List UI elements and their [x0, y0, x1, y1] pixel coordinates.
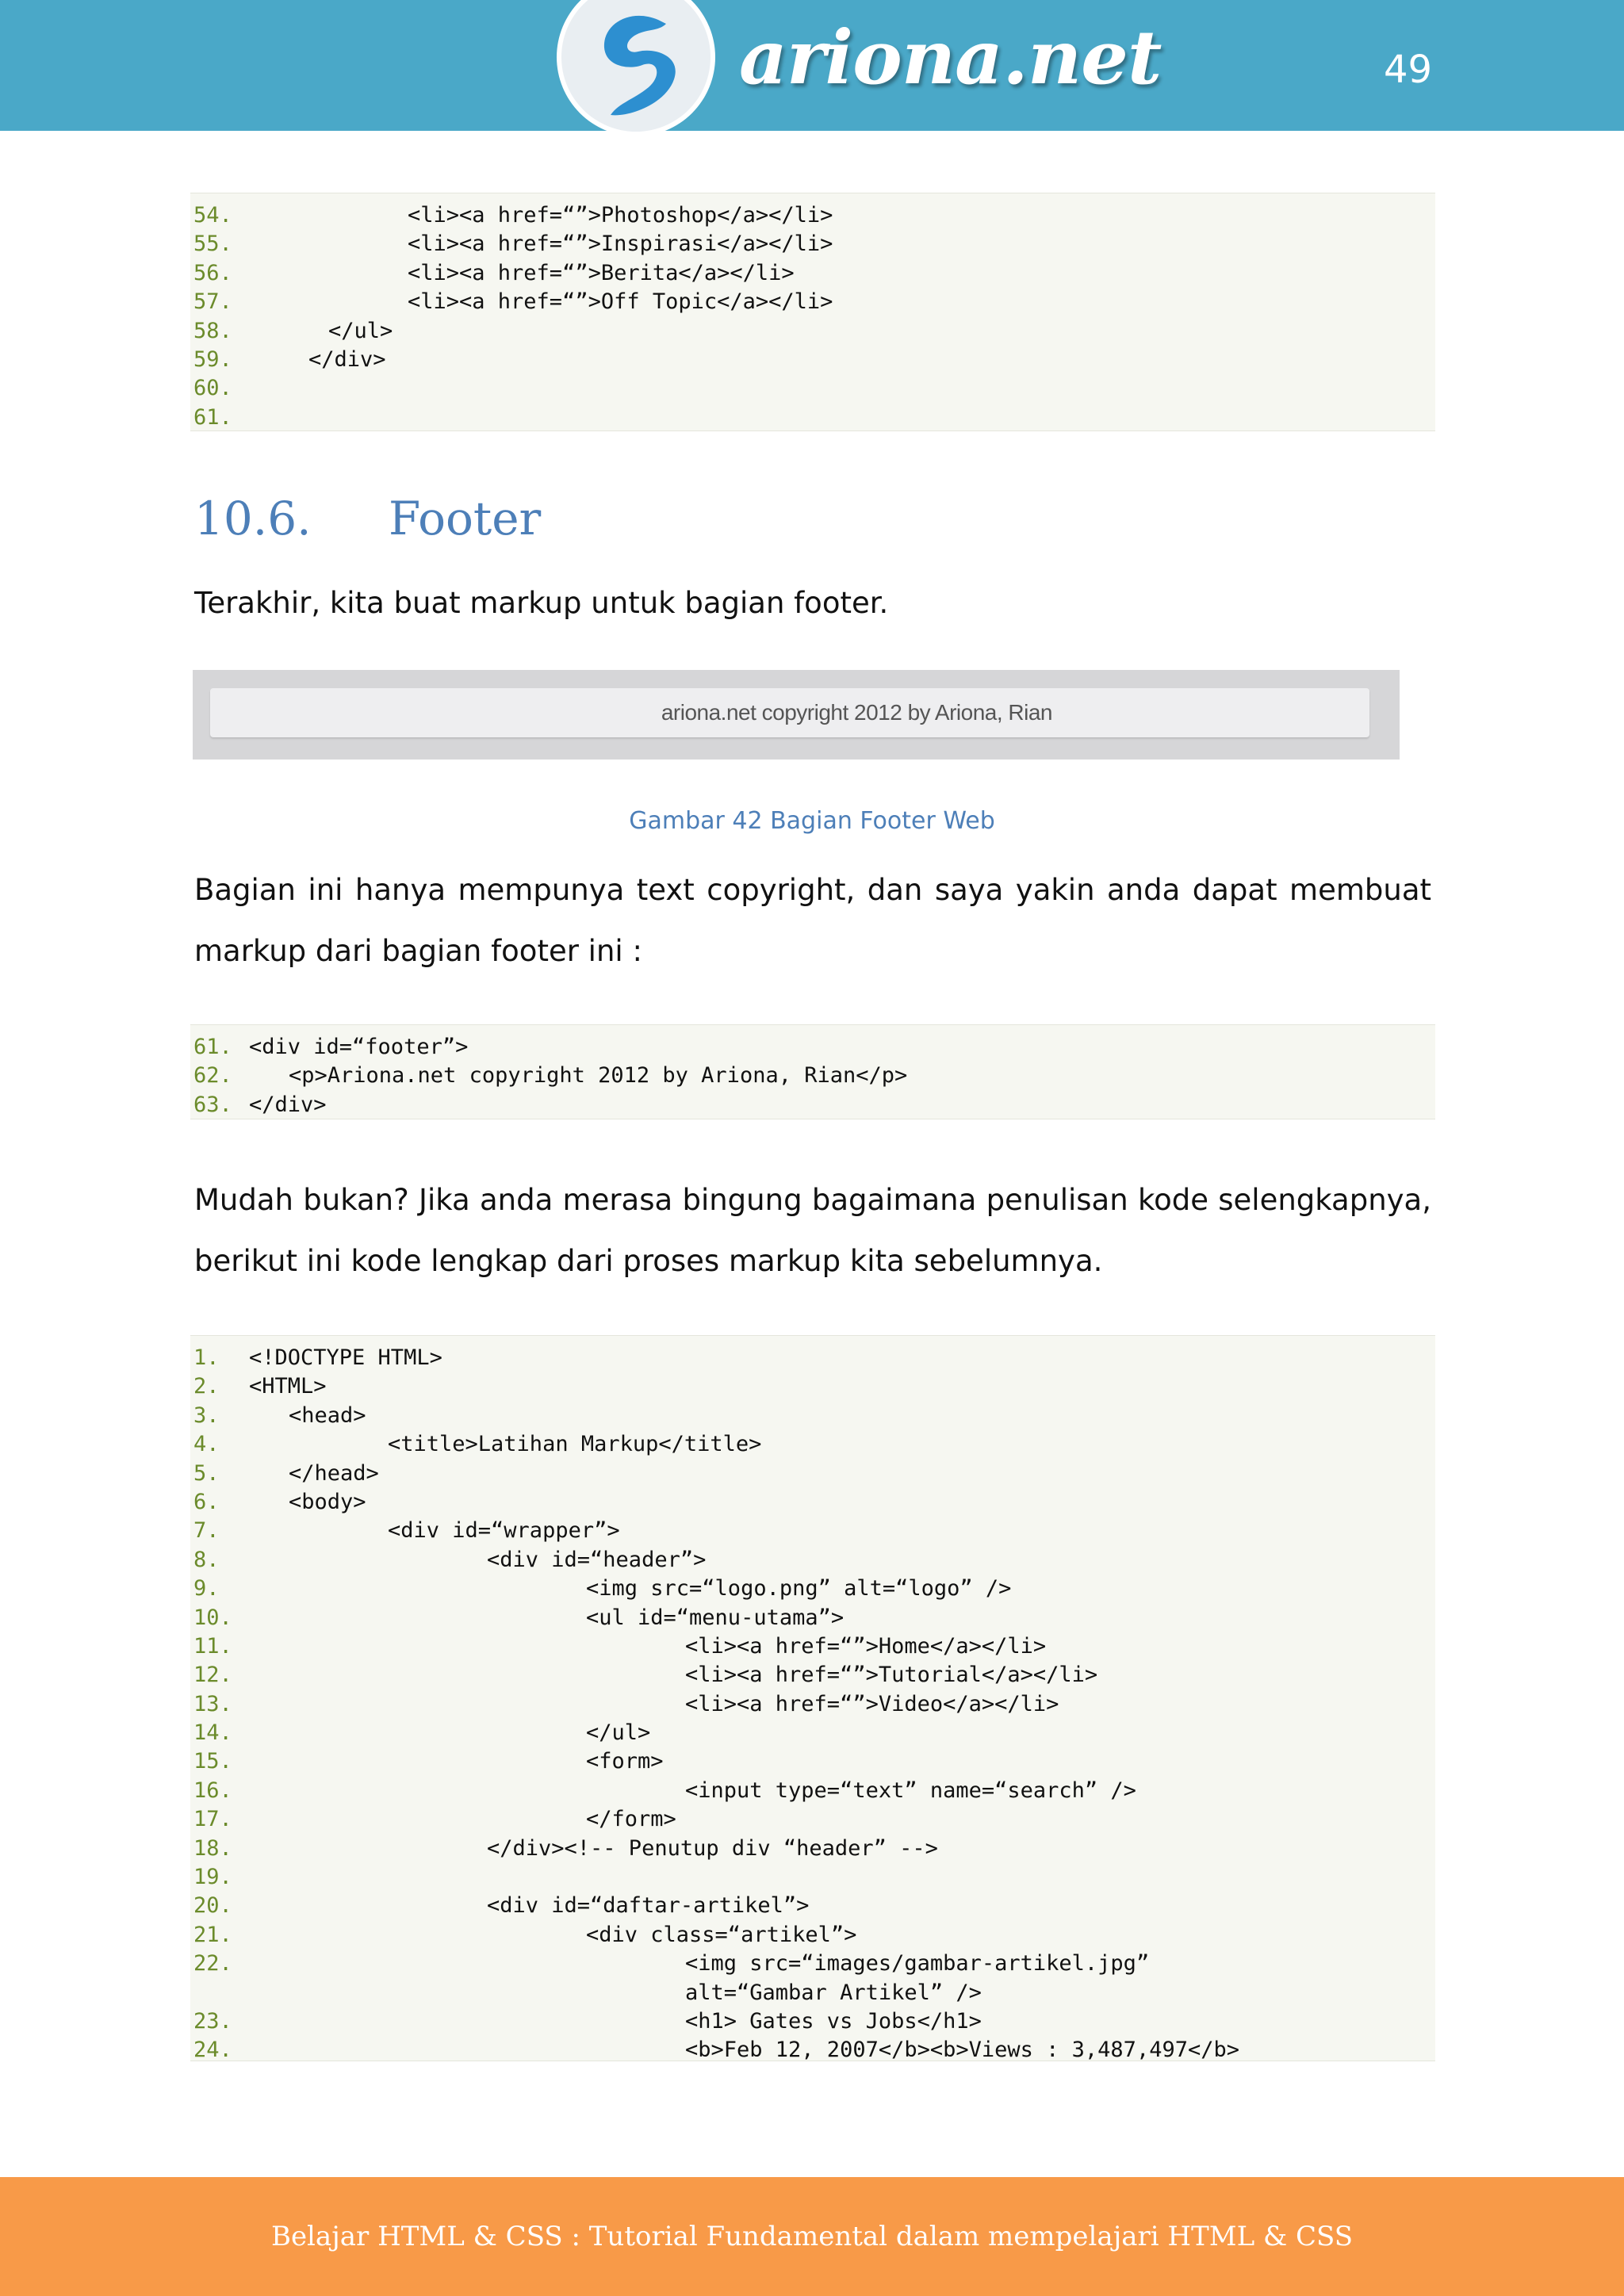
- code-text: <HTML>: [249, 1374, 327, 1399]
- code-line: [190, 346, 1435, 374]
- code-line: [190, 1091, 1435, 1119]
- code-line: [190, 1719, 1435, 1747]
- code-block-1: [190, 193, 1435, 431]
- code-text: <title>Latihan Markup</title>: [388, 1432, 762, 1457]
- logo-mark-icon: [555, 0, 718, 139]
- code-line: [190, 1690, 1435, 1719]
- page-footer: [0, 2177, 1624, 2296]
- line-number: 11.: [193, 1633, 232, 1659]
- code-line: [190, 1372, 1435, 1401]
- code-text: <p>Ariona.net copyright 2012 by Ariona, Rian</p>: [289, 1063, 908, 1089]
- code-text: <!DOCTYPE HTML>: [249, 1345, 442, 1370]
- line-number: 13.: [193, 1691, 232, 1716]
- code-line: [190, 1747, 1435, 1776]
- line-number: 18.: [193, 1835, 232, 1861]
- paragraph-2: Bagian ini hanya mempunya text copyright, dan saya yakin anda dapat membuat markup dari bagian footer ini :: [194, 873, 1431, 968]
- code-line: [190, 1979, 1435, 2007]
- code-line: [190, 374, 1435, 403]
- page-number: 49: [1384, 48, 1433, 92]
- line-number: 2.: [193, 1374, 220, 1399]
- code-text: alt=“Gambar Artikel” />: [685, 1980, 982, 2005]
- code-text: </div>: [249, 1092, 327, 1117]
- code-text: <li><a href=“”>Photoshop</a></li>: [408, 203, 833, 228]
- code-text: </head>: [289, 1460, 379, 1486]
- code-line: [190, 1402, 1435, 1430]
- figure-footer-bar: [210, 688, 1369, 737]
- code-line: [190, 1546, 1435, 1575]
- code-line: [190, 1488, 1435, 1517]
- line-number: 63.: [193, 1092, 232, 1117]
- code-text: <head>: [289, 1402, 366, 1428]
- code-line: [190, 1460, 1435, 1488]
- line-number: 24.: [193, 2038, 232, 2063]
- code-text: <h1> Gates vs Jobs</h1>: [685, 2008, 982, 2034]
- brand-logo: [555, 0, 1162, 147]
- code-line: [190, 1863, 1435, 1892]
- line-number: 21.: [193, 1922, 232, 1947]
- intro-paragraph: Terakhir, kita buat markup untuk bagian footer.: [194, 586, 889, 620]
- code-line: [190, 1344, 1435, 1372]
- code-text: <form>: [586, 1749, 664, 1774]
- code-text: <ul id=“menu-utama”>: [586, 1605, 845, 1630]
- code-line: [190, 1805, 1435, 1834]
- line-number: 62.: [193, 1063, 232, 1089]
- code-line: [190, 1835, 1435, 1863]
- code-line: [190, 1632, 1435, 1661]
- code-text: </div><!-- Penutup div “header” -->: [487, 1835, 938, 1861]
- line-number: 59.: [193, 346, 232, 372]
- figure-caption: Gambar 42 Bagian Footer Web: [629, 807, 995, 835]
- line-number: 60.: [193, 376, 232, 401]
- code-line: [190, 1950, 1435, 1978]
- code-line: [190, 2007, 1435, 2036]
- code-line: [190, 317, 1435, 346]
- code-line: [190, 1921, 1435, 1950]
- line-number: 22.: [193, 1951, 232, 1976]
- code-line: [190, 288, 1435, 316]
- line-number: 5.: [193, 1460, 220, 1486]
- line-number: 7.: [193, 1518, 220, 1544]
- line-number: 58.: [193, 318, 232, 343]
- code-line: [190, 230, 1435, 258]
- code-text: <div id=“footer”>: [249, 1035, 469, 1059]
- footer-figure: [193, 670, 1400, 760]
- brand-name: ariona.net: [739, 14, 1162, 101]
- line-number: 14.: [193, 1720, 232, 1746]
- line-number: 19.: [193, 1865, 232, 1890]
- code-line: [190, 1777, 1435, 1805]
- code-line: [190, 201, 1435, 230]
- code-line: [190, 404, 1435, 432]
- line-number: 15.: [193, 1749, 232, 1774]
- code-line: [190, 2036, 1435, 2064]
- code-block-2: [190, 1024, 1435, 1119]
- code-line: [190, 1661, 1435, 1689]
- code-line: [190, 1430, 1435, 1459]
- code-text: <img src=“images/gambar-artikel.jpg”: [685, 1951, 1150, 1976]
- line-number: 61.: [193, 404, 232, 430]
- figure-footer-text: ariona.net copyright 2012 by Ariona, Rian: [661, 700, 1052, 725]
- code-text: </form>: [586, 1807, 676, 1832]
- line-number: 56.: [193, 260, 232, 285]
- line-number: 4.: [193, 1432, 220, 1457]
- code-text: <b>Feb 12, 2007</b><b>Views : 3,487,497</b>: [685, 2038, 1239, 2063]
- code-text: <li><a href=“”>Inspirasi</a></li>: [408, 232, 833, 257]
- code-text: <li><a href=“”>Video</a></li>: [685, 1691, 1059, 1716]
- code-text: <li><a href=“”>Tutorial</a></li>: [685, 1663, 1098, 1688]
- code-line: [190, 1033, 1435, 1062]
- code-text: </ul>: [328, 318, 393, 343]
- line-number: 57.: [193, 289, 232, 315]
- code-text: <input type=“text” name=“search” />: [685, 1777, 1136, 1803]
- line-number: 23.: [193, 2008, 232, 2034]
- section-title: Footer: [389, 492, 542, 545]
- line-number: 61.: [193, 1035, 232, 1059]
- line-number: 54.: [193, 203, 232, 228]
- line-number: 3.: [193, 1402, 220, 1428]
- section-number: 10.6.: [194, 492, 312, 545]
- code-text: <li><a href=“”>Berita</a></li>: [408, 260, 795, 285]
- code-text: <img src=“logo.png” alt=“logo” />: [586, 1576, 1012, 1601]
- code-text: <body>: [289, 1489, 366, 1514]
- footer-text: Belajar HTML & CSS : Tutorial Fundamental dalam mempelajari HTML & CSS: [270, 2221, 1354, 2252]
- line-number: 16.: [193, 1777, 232, 1803]
- code-line: [190, 1517, 1435, 1545]
- code-line: [190, 1062, 1435, 1090]
- line-number: 9.: [193, 1576, 220, 1601]
- code-line: [190, 1575, 1435, 1603]
- line-number: 55.: [193, 232, 232, 257]
- code-text: </div>: [308, 346, 386, 372]
- code-line: [190, 1892, 1435, 1920]
- line-number: 8.: [193, 1547, 220, 1572]
- line-number: 12.: [193, 1663, 232, 1688]
- code-text: <div class=“artikel”>: [586, 1922, 857, 1947]
- code-text: <div id=“header”>: [487, 1547, 707, 1572]
- code-line: [190, 1604, 1435, 1632]
- line-number: 1.: [193, 1345, 220, 1370]
- code-block-3: [190, 1335, 1435, 2061]
- code-text: <li><a href=“”>Off Topic</a></li>: [408, 289, 833, 315]
- line-number: 17.: [193, 1807, 232, 1832]
- code-text: </ul>: [586, 1720, 651, 1746]
- line-number: 6.: [193, 1489, 220, 1514]
- code-text: <li><a href=“”>Home</a></li>: [685, 1633, 1047, 1659]
- code-text: <div id=“daftar-artikel”>: [487, 1893, 810, 1919]
- line-number: 20.: [193, 1893, 232, 1919]
- code-text: <div id=“wrapper”>: [388, 1518, 620, 1544]
- code-line: [190, 259, 1435, 288]
- paragraph-3: Mudah bukan? Jika anda merasa bingung bagaimana penulisan kode selengkapnya, berikut ini kode lengkap dari proses markup kita sebelumnya.: [194, 1183, 1431, 1278]
- line-number: 10.: [193, 1605, 232, 1630]
